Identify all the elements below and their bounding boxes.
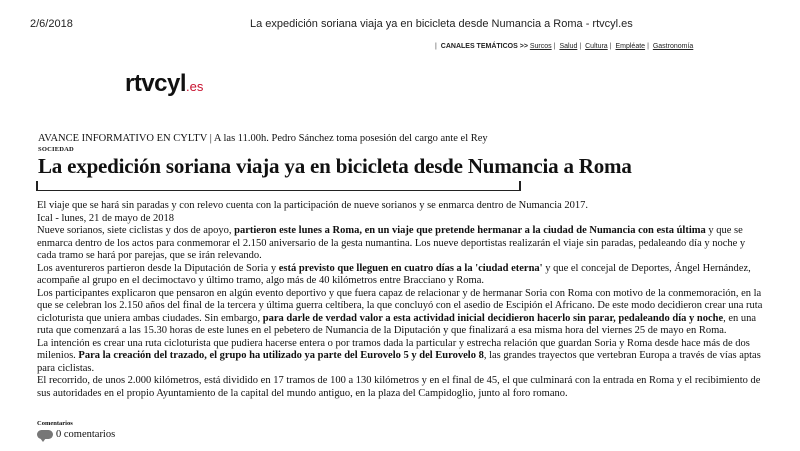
logo-suffix: .es bbox=[186, 79, 204, 94]
article-body bbox=[37, 225, 764, 400]
thematic-channels-nav: | CANALES TEMÁTICOS >> Surcos | Salud | Cultura | Empléate | Gastronomía bbox=[435, 43, 694, 50]
nav-link-salud[interactable]: Salud bbox=[559, 43, 578, 50]
rtvcyl-logo[interactable] bbox=[125, 70, 203, 98]
article-paragraph: La intención es crear una ruta cicloturista que pudiera hacerse entera o por tramos dada la particular y estrecha relación que guardan Soria y Roma desde hace más de dos milenios. Para la creación del trazado, el grupo ha utilizado ya parte del Eurovelo 5 y del Eurovelo 8, las grandes trayectos que vertebran Europa a través de vías aptas para ciclistas. bbox=[37, 337, 761, 374]
comments-heading: Comentarios bbox=[37, 420, 73, 427]
logo-text: rtvcyl bbox=[125, 70, 187, 97]
comments-count: 0 comentarios bbox=[56, 429, 116, 440]
nav-link-surcos[interactable]: Surcos bbox=[529, 43, 552, 50]
section-label: SOCIEDAD bbox=[38, 146, 74, 153]
print-header bbox=[0, 0, 800, 40]
article-lead: El viaje que se hará sin paradas y con relevo cuenta con la participación de nueve sorianos y se enmarca dentro de Numancia 2017. bbox=[37, 200, 589, 211]
news-ticker: AVANCE INFORMATIVO EN CYLTV | A las 11.00h. Pedro Sánchez toma posesión del cargo ante el Rey bbox=[38, 133, 488, 144]
nav-link-cultura[interactable]: Cultura bbox=[585, 43, 608, 50]
nav-link-gastronomia[interactable]: Gastronomía bbox=[652, 43, 694, 50]
article-paragraph: Los participantes explicaron que pensaron en algún evento deportivo y que fuera capaz de relacionar y de hermanar Soria con Roma con motivo de la conmemoración, en la que se celebran los 2.150 años del final de la tercera y última guerra celtíbera, la que concluyó con el asedio de Escipión el Africano. De este modo decidieron crear una ruta cicloturista que uniera ambas ciudades. Sin embargo, para darle de verdad valor a esta actividad inicial decidieron hacerlo sin parar, pedaleando día y noche, en una ruta que comenzará a las 15.30 horas de este lunes en el pebetero de Numancia de la Diputación y que finalizará a esa misma hora del viernes 25 de mayo en Roma. bbox=[37, 287, 763, 336]
headline-underline-frame bbox=[36, 181, 521, 191]
comment-bubble-icon bbox=[37, 430, 53, 439]
article-byline: Ical - lunes, 21 de mayo de 2018 bbox=[37, 213, 175, 224]
print-date: 2/6/2018 bbox=[30, 18, 73, 30]
nav-link-empleate[interactable]: Empléate bbox=[615, 43, 646, 50]
article-paragraph: Los aventureros partieron desde la Diputación de Soria y está previsto que lleguen en cuatro días a la 'ciudad eterna' y que el concejal de Deportes, Ángel Hernández, acompañe al grupo en el decimoctavo y último tramo, algo más de 40 kilómetros entre Bracciano y Roma. bbox=[37, 262, 751, 286]
article-paragraph: Nueve sorianos, siete ciclistas y dos de apoyo, partieron este lunes a Roma, en un viaje que pretende hermanar a la ciudad de Numancia con esta última y que se enmarca dentro de los actos para conmemorar el 2.150 aniversario de la gesta numantina. Los nueve deportistas realizarán el viaje sin paradas, pedaleando día y noche y cada tramo se hará por parejas, que se irán relevando. bbox=[37, 225, 746, 261]
article-paragraph: El recorrido, de unos 2.000 kilómetros, está dividido en 17 tramos de 100 a 130 kilómetros y en el final de 45, el que culminará con la entrada en Roma y el recibimiento de sus autoridades en el propio Ayuntamiento de la capital del mundo antiguo, en la plaza del Campidoglio, junto al foro romano. bbox=[37, 375, 761, 399]
print-page-title: La expedición soriana viaja ya en bicicleta desde Numancia a Roma - rtvcyl.es bbox=[250, 18, 633, 30]
comments-link[interactable] bbox=[37, 429, 115, 440]
article-headline: La expedición soriana viaja ya en bicicleta desde Numancia a Roma bbox=[38, 154, 632, 178]
thematic-channels-label: CANALES TEMÁTICOS >> bbox=[440, 43, 528, 50]
